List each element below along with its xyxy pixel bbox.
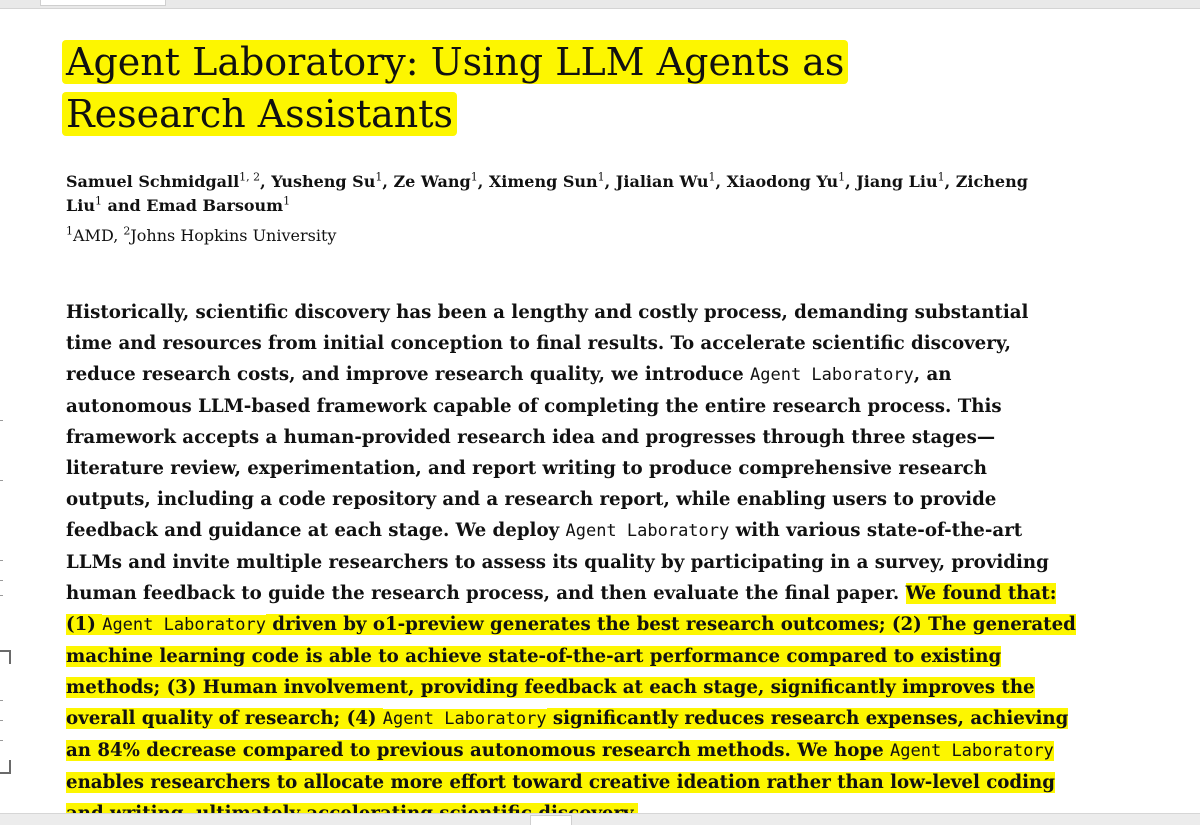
abstract-highlight-3: significantly reduces research expenses, achieving an 84% decrease compared to previous autonomous research methods. We hope — [66, 708, 1069, 761]
ruler-tick — [0, 480, 3, 481]
ruler-tick — [0, 595, 3, 596]
ruler-tick — [0, 720, 3, 721]
abstract-code-agent-laboratory: Agent Laboratory — [890, 741, 1054, 761]
author-separator: , — [477, 172, 489, 191]
viewer-bottom-bar — [0, 813, 1200, 825]
author-affiliation-mark: 1 — [937, 170, 945, 184]
ruler-tick — [0, 420, 3, 421]
abstract-text-1: Historically, scientific discovery has been a lengthy and costly process, demanding substantial time and resources from initial conception to final results. To accelerate scientific discovery, reduce research costs, and improve research quality, we introduce — [66, 302, 1029, 385]
author-separator: , — [715, 172, 727, 191]
abstract-code-agent-laboratory: Agent Laboratory — [102, 615, 266, 635]
author-affiliation-mark: 1 — [708, 170, 716, 184]
author-name: Xiaodong Yu — [726, 172, 839, 191]
author-separator: and — [101, 196, 147, 215]
ruler-bracket-top — [0, 650, 11, 664]
affiliation-name: Johns Hopkins University — [130, 226, 337, 245]
affiliation-list — [66, 224, 766, 248]
ruler-tick — [0, 700, 3, 701]
abstract-code-agent-laboratory: Agent Laboratory — [382, 709, 547, 729]
author-name: Jiang Liu — [856, 172, 938, 191]
ruler-tick — [0, 740, 3, 741]
author-name: Yusheng Su — [271, 172, 376, 191]
abstract-highlight-4: enables researchers to allocate more effort toward creative ideation rather than low-level coding — [66, 772, 1055, 824]
abstract-highlight-1: We found that: (1) — [66, 583, 1057, 635]
affiliation-number: 1 — [66, 224, 73, 238]
author-list — [66, 170, 1066, 218]
abstract-code-agent-laboratory: Agent Laboratory — [750, 365, 914, 385]
ruler-tick — [0, 580, 3, 581]
title-line-1: Agent Laboratory: Using LLM Agents as — [62, 40, 848, 84]
author-name: Jialian Wu — [615, 172, 709, 191]
author-separator: , — [944, 172, 956, 191]
abstract-text-3: with various state-of-the-art LLMs and invite multiple researchers to assess its quality by participating in a survey, providing human feedback to guide the research process, and then evaluate the final paper. — [66, 520, 1049, 604]
author-separator: , — [260, 172, 272, 191]
author-separator: , — [382, 172, 394, 191]
author-affiliation-mark: 1, 2 — [239, 170, 261, 184]
author-affiliation-mark: 1 — [94, 194, 102, 208]
author-name: Emad Barsoum — [146, 196, 284, 215]
abstract — [66, 297, 1076, 829]
abstract-highlight-2: driven by o1-preview generates the best research outcomes; (2) The generated machine learning code is able to achieve state-of-the-art performance compared to existing methods; (3) Human involvement, providing feedback at each stage, significantly improves the overall quality of research; (4) — [66, 614, 1076, 729]
affiliation-name: AMD — [73, 226, 114, 245]
abstract-text-2: , an autonomous LLM-based framework capable of completing the entire research process. This framework accepts a human-provided research idea and progresses through three stages—literature review, experimentation, and report writing to produce comprehensive research outputs, including a code repository and a research report, while enabling users to provide feedback and guidance at each stage. We deploy — [66, 364, 1002, 541]
ruler-tick — [0, 560, 3, 561]
paper-title — [62, 36, 922, 140]
title-line-2: Research Assistants — [62, 92, 457, 136]
author-affiliation-mark: 1 — [375, 170, 383, 184]
author-name: Zicheng Liu — [66, 172, 1028, 215]
affiliation-separator: , — [113, 226, 124, 245]
viewer-tab[interactable] — [40, 0, 166, 6]
author-name: Ze Wang — [393, 172, 471, 191]
author-affiliation-mark: 1 — [838, 170, 846, 184]
author-name: Samuel Schmidgall — [66, 172, 240, 191]
author-separator: , — [604, 172, 616, 191]
author-name: Ximeng Sun — [488, 172, 598, 191]
affiliation-number: 2 — [123, 224, 131, 238]
author-separator: , — [845, 172, 857, 191]
author-affiliation-mark: 1 — [597, 170, 605, 184]
author-affiliation-mark: 1 — [283, 194, 291, 208]
left-margin-ruler — [0, 420, 12, 780]
abstract-code-agent-laboratory: Agent Laboratory — [565, 521, 730, 541]
viewer-top-bar — [0, 0, 1200, 9]
author-affiliation-mark: 1 — [470, 170, 478, 184]
ruler-bracket-bottom — [0, 760, 11, 774]
